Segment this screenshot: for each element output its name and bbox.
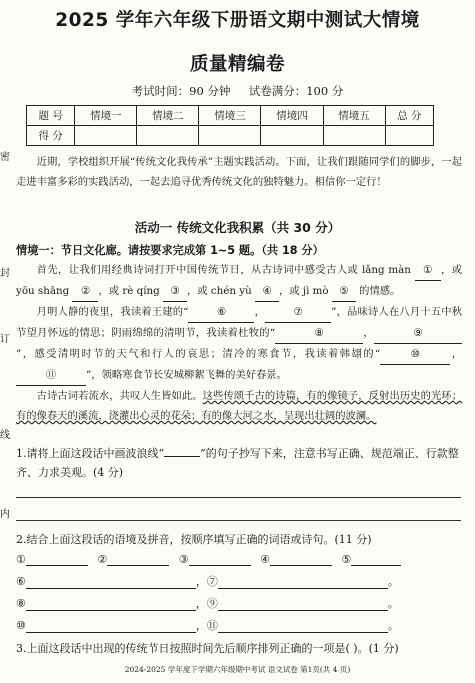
blank-6[interactable]: ⑥ [188, 302, 254, 323]
answer-blank-7[interactable] [218, 574, 388, 589]
score-cell[interactable] [199, 126, 261, 146]
question-1: 1.请将上面这段话中画波浪线“ ”的句子抄写下来，注意书写正确、规范端正、行款整齐、力求美观。(4 分) [16, 447, 459, 479]
q2-answer-row-4: ⑩ ，⑪ 。 [16, 619, 399, 632]
score-table-row [27, 126, 434, 146]
blank-4[interactable]: ④ [255, 281, 279, 302]
q2-answer-row-1: ① ② ③ ④ ⑤ [16, 551, 401, 566]
answer-line[interactable] [16, 520, 461, 521]
answer-blank-9[interactable] [218, 596, 388, 611]
blank-1[interactable]: ① [415, 260, 441, 281]
page-footer: 2024-2025 学年度下学期六年级期中考试 语文试卷 第1页(共 4 页) [124, 665, 351, 674]
answer-blank-3[interactable] [189, 551, 251, 566]
wavy-underlined-sentence: 这些传颂千古的诗篇，有的像镜子，反射出历史的光环；有的像春天的溪流，浇灌出心灵的花朵；有的像大河之水，呈现出壮阔的波澜。 [16, 390, 463, 422]
score-header-cell: 情境五 [323, 106, 385, 126]
blank-5[interactable]: ⑤ [332, 281, 356, 302]
score-row-label: 得 分 [27, 126, 75, 146]
q2-answer-row-3: ⑧ ，⑨ 。 [16, 597, 399, 610]
answer-blank-2[interactable] [107, 551, 169, 566]
score-header-cell: 题 号 [27, 106, 75, 126]
answer-blank-1[interactable] [26, 551, 88, 566]
gutter-mark: 密 [0, 152, 10, 163]
passage-paragraph-2: 月明人静的夜里，我读着王建的“ ⑥ ， ⑦ ”，品味诗人在八月十五中秋节望月怀远的情思；阴雨绵绵的清明节，我读着杜牧的“ ⑧ ， ⑨”，感受清明时节的天气和行人的哀思；清冷的寒食节，我读着韩翃的“ ⑩ ，⑪ ”，领略寒食节长安城柳絮飞舞的美好春景。 [16, 302, 462, 386]
gutter-mark: 订 [0, 334, 10, 345]
answer-line[interactable] [16, 497, 461, 498]
answer-blank-6[interactable] [26, 574, 196, 589]
answer-blank-5[interactable] [351, 551, 401, 566]
score-cell[interactable] [385, 126, 433, 146]
question-2: 2.结合上面这段话的语境及拼音，按顺序填写正确的词语或诗句。(11 分) [16, 533, 372, 546]
question-3: 3.上面这段话中出现的传统节日按照时间先后顺序排列正确的一项是( )。(1 分) [16, 642, 399, 655]
passage [16, 260, 462, 426]
gutter-mark: 线 [0, 430, 10, 441]
score-cell[interactable] [137, 126, 199, 146]
exam-time: 考试时间：90 分钟 [131, 84, 231, 98]
exam-meta [0, 83, 475, 99]
gutter-mark: 封 [0, 268, 10, 279]
answer-blank-10[interactable] [26, 618, 196, 633]
full-score: 试卷满分：100 分 [248, 84, 344, 98]
gutter-mark: 内 [0, 509, 10, 520]
passage-paragraph-1: 首先，让我们用经典诗词打开中国传统节日，从古诗词中感受古人或 lǎng màn ① ，或 yōu shāng ② ，或 rè qíng ③ ，或 chén yù ④ ，或 jì mò ⑤ 的情感。 [16, 260, 462, 302]
score-table [26, 105, 434, 146]
q2-answer-row-2: ⑥ ，⑦ 。 [16, 575, 399, 588]
score-header-cell: 总 分 [385, 106, 433, 126]
exam-title-line2: 质量精编卷 [189, 54, 285, 75]
scenario-title: 情境一：节日文化廊。请按要求完成第 1~5 题。（共 18 分） [16, 244, 324, 257]
passage-paragraph-3: 古诗古词若流水，共叹人生皆如此。这些传颂千古的诗篇，有的像镜子，反射出历史的光环；有的像春天的溪流，浇灌出心灵的花朵；有的像大河之水，呈现出壮阔的波澜。 [16, 390, 463, 422]
blank-3[interactable]: ③ [163, 281, 187, 302]
blank-9[interactable]: ⑨ [374, 323, 462, 344]
answer-blank-4[interactable] [270, 551, 332, 566]
blank-10[interactable]: ⑩ [380, 344, 450, 365]
score-header-cell: 情境三 [199, 106, 261, 126]
answer-blank-11[interactable] [218, 618, 388, 633]
exam-title-line1: 2025 学年六年级下册语文期中测试大情境 [55, 10, 420, 31]
activity-title: 活动一 传统文化我积累（共 30 分） [134, 220, 341, 235]
wavy-line-sample [164, 456, 200, 457]
score-cell[interactable] [75, 126, 137, 146]
score-table-header [27, 106, 434, 126]
score-cell[interactable] [261, 126, 323, 146]
blank-7[interactable]: ⑦ [265, 302, 331, 323]
blank-2[interactable]: ② [72, 281, 98, 302]
blank-11[interactable]: ⑪ [16, 365, 86, 386]
score-header-cell: 情境四 [261, 106, 323, 126]
score-cell[interactable] [323, 126, 385, 146]
answer-blank-8[interactable] [26, 596, 196, 611]
score-header-cell: 情境一 [75, 106, 137, 126]
intro-paragraph: 近期，学校组织开展“传统文化我传承”主题实践活动。下面，让我们跟随同学们的脚步，一起走进丰富多彩的实践活动，一起去追寻优秀传统文化的独特魅力。相信你一定行！ [16, 156, 462, 188]
score-header-cell: 情境二 [137, 106, 199, 126]
blank-8[interactable]: ⑧ [275, 323, 363, 344]
